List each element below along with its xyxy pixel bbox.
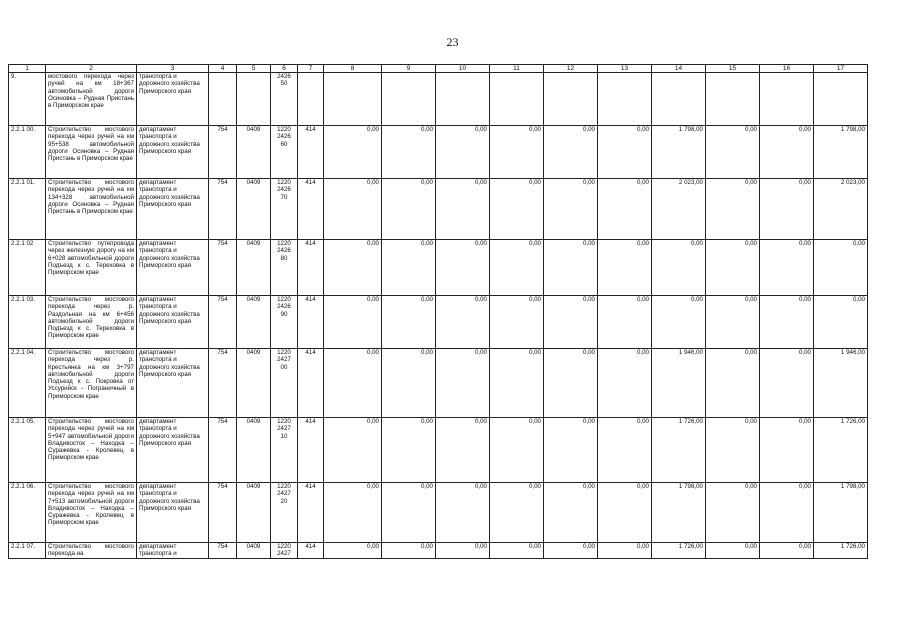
section-code-cell: 0409 (237, 483, 271, 543)
target-article-part: 1220 (277, 126, 291, 133)
amount-cell: 0,00 (324, 126, 382, 179)
amount-cell: 0,00 (324, 543, 382, 559)
ministry-code-cell: 754 (209, 126, 237, 179)
amount-cell: 0,00 (382, 126, 436, 179)
amount-cell (598, 73, 652, 126)
amount-cell: 1 726,00 (652, 418, 706, 483)
amount-cell: 0,00 (544, 240, 598, 296)
target-article-part: 90 (280, 310, 288, 318)
target-article-cell (271, 240, 298, 296)
description-cell: Строительство мостового перехода через р. Раздольная на км 6+456 автомобильной дороги Подъезд к с. Тереховка в Приморском крае (46, 296, 137, 349)
section-code-cell: 0409 (237, 240, 271, 296)
amount-cell: 0,00 (652, 296, 706, 349)
row-number-cell: 9. (9, 73, 46, 126)
amount-cell (436, 73, 490, 126)
target-article-part: 50 (280, 80, 288, 88)
expense-type-cell: 414 (298, 296, 324, 349)
department-cell: департамент транспорта и (137, 543, 209, 559)
column-number-cell: 4 (209, 65, 237, 73)
section-code-cell: 0409 (237, 543, 271, 559)
amount-cell: 1 946,00 (652, 349, 706, 418)
amount-cell: 0,00 (324, 296, 382, 349)
section-code-cell: 0409 (237, 349, 271, 418)
department-cell: департамент транспорта и дорожного хозяйства Приморского края (137, 126, 209, 179)
target-article-part: 1220 (277, 296, 291, 303)
table-row (9, 543, 868, 559)
target-article-part: 2426 (277, 133, 291, 141)
target-article-part: 2427 (277, 356, 291, 364)
amount-cell: 0,00 (544, 179, 598, 240)
target-article-part: 1220 (277, 418, 291, 425)
ministry-code-cell: 754 (209, 240, 237, 296)
department-cell: департамент транспорта и дорожного хозяйства Приморского края (137, 418, 209, 483)
amount-cell: 0,00 (544, 418, 598, 483)
department-cell: департамент транспорта и дорожного хозяйства Приморского края (137, 296, 209, 349)
target-article-part: 2426 (277, 247, 291, 255)
ministry-code-cell: 754 (209, 483, 237, 543)
column-number-cell: 17 (814, 65, 868, 73)
expense-type-cell: 414 (298, 418, 324, 483)
amount-cell: 1 726,00 (814, 543, 868, 559)
amount-cell (382, 73, 436, 126)
description-cell: Строительство мостового перехода через ручей на км 7+513 автомобильной дороги Владивосток – Находка – Суражевка - Кролевец в Приморском крае (46, 483, 137, 543)
row-number-cell: 2.2.1 01. (9, 179, 46, 240)
amount-cell: 0,00 (598, 179, 652, 240)
amount-cell (814, 73, 868, 126)
section-code-cell: 0409 (237, 418, 271, 483)
row-number-cell: 2.2.1 07. (9, 543, 46, 559)
row-number-cell: 2.2.1 00. (9, 126, 46, 179)
amount-cell: 0,00 (760, 349, 814, 418)
amount-cell: 0,00 (490, 240, 544, 296)
target-article-part: 1220 (277, 543, 291, 550)
amount-cell: 0,00 (436, 240, 490, 296)
target-article-part: 60 (280, 140, 288, 148)
target-article-part: 1220 (277, 240, 291, 247)
column-number-cell: 16 (760, 65, 814, 73)
column-number-cell: 14 (652, 65, 706, 73)
amount-cell: 0,00 (436, 179, 490, 240)
amount-cell: 0,00 (490, 483, 544, 543)
amount-cell: 0,00 (706, 126, 760, 179)
department-cell: департамент транспорта и дорожного хозяйства Приморского края (137, 483, 209, 543)
ministry-code-cell: 754 (209, 418, 237, 483)
amount-cell: 0,00 (436, 483, 490, 543)
target-article-part: 1220 (277, 483, 291, 490)
amount-cell: 0,00 (382, 349, 436, 418)
department-cell: департамент транспорта и дорожного хозяйства Приморского края (137, 240, 209, 296)
target-article-part: 2427 (277, 550, 291, 558)
amount-cell: 0,00 (436, 543, 490, 559)
amount-cell: 0,00 (598, 296, 652, 349)
amount-cell: 0,00 (706, 543, 760, 559)
target-article-part: 70 (280, 193, 288, 201)
amount-cell (760, 73, 814, 126)
amount-cell: 1 946,00 (814, 349, 868, 418)
description-cell: Строительство мостового перехода через ручей на км 5+947 автомобильной дороги Владивосток – Находка – Суражевка - Кролевец в Приморском крае (46, 418, 137, 483)
target-article-part: 00 (280, 363, 288, 371)
target-article-cell (271, 483, 298, 543)
row-number-cell: 2.2.1 06. (9, 483, 46, 543)
section-code-cell: 0409 (237, 296, 271, 349)
ministry-code-cell: 754 (209, 543, 237, 559)
amount-cell: 0,00 (706, 418, 760, 483)
amount-cell: 0,00 (382, 296, 436, 349)
amount-cell: 0,00 (490, 543, 544, 559)
amount-cell: 0,00 (706, 296, 760, 349)
amount-cell: 0,00 (490, 418, 544, 483)
amount-cell: 0,00 (382, 543, 436, 559)
column-number-cell: 15 (706, 65, 760, 73)
amount-cell: 0,00 (706, 240, 760, 296)
ministry-code-cell: 754 (209, 179, 237, 240)
target-article-cell (271, 349, 298, 418)
description-cell: Строительство мостового перехода через ручей на км 95+538 автомобильной дороги Осиновка – Рудная Пристань в Приморском крае (46, 126, 137, 179)
amount-cell: 0,00 (382, 240, 436, 296)
target-article-cell (271, 179, 298, 240)
amount-cell: 1 726,00 (652, 543, 706, 559)
target-article-part: 80 (280, 254, 288, 262)
amount-cell: 0,00 (436, 418, 490, 483)
amount-cell (544, 73, 598, 126)
amount-cell (652, 73, 706, 126)
amount-cell: 0,00 (598, 240, 652, 296)
amount-cell: 0,00 (436, 296, 490, 349)
amount-cell (490, 73, 544, 126)
target-article-cell (271, 543, 298, 559)
amount-cell: 0,00 (324, 240, 382, 296)
ministry-code-cell: 754 (209, 296, 237, 349)
target-article-part: 2426 (277, 303, 291, 311)
amount-cell: 0,00 (544, 483, 598, 543)
amount-cell: 0,00 (760, 483, 814, 543)
description-cell: Строительство мостового перехода через р. Крестьянка на км 3+797 автомобильной дороги Подъезд к с. Покровка от Уссурийск - Пограничный в Приморском крае (46, 349, 137, 418)
description-cell: Строительство мостового перехода через ручей на км 134+328 автомобильной дороги Осиновка – Рудная Пристань в Приморском крае (46, 179, 137, 240)
column-number-cell: 6 (271, 65, 298, 73)
table-row (9, 349, 868, 418)
amount-cell: 0,00 (598, 483, 652, 543)
target-article-part: 10 (280, 432, 288, 440)
table-row (9, 296, 868, 349)
amount-cell: 1 798,00 (814, 126, 868, 179)
target-article-part: 2426 (277, 73, 291, 80)
target-article-cell (271, 126, 298, 179)
expense-type-cell (298, 73, 324, 126)
amount-cell: 2 023,00 (652, 179, 706, 240)
expense-type-cell: 414 (298, 240, 324, 296)
column-number-cell: 13 (598, 65, 652, 73)
target-article-cell (271, 296, 298, 349)
amount-cell: 0,00 (760, 543, 814, 559)
column-number-cell: 9 (382, 65, 436, 73)
amount-cell: 0,00 (706, 349, 760, 418)
target-article-cell (271, 418, 298, 483)
column-number-cell: 2 (46, 65, 137, 73)
amount-cell: 0,00 (324, 418, 382, 483)
amount-cell (706, 73, 760, 126)
section-code-cell (237, 73, 271, 126)
amount-cell: 0,00 (814, 296, 868, 349)
target-article-part: 2427 (277, 490, 291, 498)
amount-cell: 0,00 (490, 296, 544, 349)
row-number-cell: 2.2.1 04. (9, 349, 46, 418)
amount-cell: 0,00 (436, 349, 490, 418)
amount-cell: 0,00 (706, 179, 760, 240)
section-code-cell: 0409 (237, 179, 271, 240)
target-article-part: 20 (280, 497, 288, 505)
department-cell: департамент транспорта и дорожного хозяйства Приморского края (137, 179, 209, 240)
description-cell: Строительство мостового перехода на (46, 543, 137, 559)
budget-table (8, 64, 868, 559)
table-row (9, 179, 868, 240)
amount-cell: 0,00 (544, 349, 598, 418)
column-number-cell: 8 (324, 65, 382, 73)
target-article-part: 2427 (277, 425, 291, 433)
target-article-part: 2426 (277, 186, 291, 194)
column-number-row (9, 65, 868, 73)
amount-cell: 0,00 (382, 483, 436, 543)
expense-type-cell: 414 (298, 349, 324, 418)
amount-cell: 0,00 (760, 240, 814, 296)
amount-cell: 0,00 (814, 240, 868, 296)
column-number-cell: 1 (9, 65, 46, 73)
ministry-code-cell: 754 (209, 349, 237, 418)
amount-cell: 2 023,00 (814, 179, 868, 240)
amount-cell: 0,00 (598, 126, 652, 179)
table-row (9, 418, 868, 483)
target-article-part: 1220 (277, 349, 291, 356)
row-number-cell: 2.2.1 02 (9, 240, 46, 296)
amount-cell: 1 798,00 (652, 483, 706, 543)
department-cell: департамент транспорта и дорожного хозяйства Приморского края (137, 349, 209, 418)
row-number-cell: 2.2.1 05. (9, 418, 46, 483)
target-article-cell (271, 73, 298, 126)
amount-cell: 0,00 (760, 126, 814, 179)
amount-cell: 0,00 (760, 296, 814, 349)
amount-cell: 1 798,00 (814, 483, 868, 543)
expense-type-cell: 414 (298, 543, 324, 559)
expense-type-cell: 414 (298, 483, 324, 543)
section-code-cell: 0409 (237, 126, 271, 179)
amount-cell: 0,00 (490, 126, 544, 179)
table-row (9, 126, 868, 179)
column-number-cell: 5 (237, 65, 271, 73)
column-number-cell: 11 (490, 65, 544, 73)
amount-cell: 0,00 (598, 418, 652, 483)
amount-cell: 0,00 (598, 543, 652, 559)
amount-cell: 0,00 (544, 126, 598, 179)
amount-cell: 0,00 (490, 179, 544, 240)
department-cell: транспорта и дорожного хозяйства Приморского края (137, 73, 209, 126)
target-article-part: 1220 (277, 179, 291, 186)
expense-type-cell: 414 (298, 179, 324, 240)
amount-cell: 0,00 (324, 179, 382, 240)
column-number-cell: 7 (298, 65, 324, 73)
amount-cell: 0,00 (436, 126, 490, 179)
amount-cell: 0,00 (382, 179, 436, 240)
column-number-cell: 3 (137, 65, 209, 73)
page-number: 23 (446, 35, 459, 49)
amount-cell: 0,00 (544, 543, 598, 559)
amount-cell: 0,00 (760, 418, 814, 483)
amount-cell: 0,00 (760, 179, 814, 240)
column-number-cell: 12 (544, 65, 598, 73)
amount-cell: 0,00 (382, 418, 436, 483)
description-cell: Строительство путепровода через железную дорогу на км 6+028 автомобильной дороги Подъезд к с. Тереховка в Приморском крае (46, 240, 137, 296)
row-number-cell: 2.2.1 03. (9, 296, 46, 349)
amount-cell: 0,00 (706, 483, 760, 543)
amount-cell: 1 798,00 (652, 126, 706, 179)
ministry-code-cell (209, 73, 237, 126)
amount-cell: 0,00 (544, 296, 598, 349)
expense-type-cell: 414 (298, 126, 324, 179)
amount-cell: 1 726,00 (814, 418, 868, 483)
column-number-cell: 10 (436, 65, 490, 73)
table-row (9, 240, 868, 296)
table-row (9, 73, 868, 126)
description-cell: мостового перехода через ручей на км 18+367 автомобильной дороги Осиновка – Рудная Пристань в Приморском крае (46, 73, 137, 126)
amount-cell: 0,00 (598, 349, 652, 418)
amount-cell (324, 73, 382, 126)
amount-cell: 0,00 (324, 483, 382, 543)
table-row (9, 483, 868, 543)
amount-cell: 0,00 (490, 349, 544, 418)
amount-cell: 0,00 (652, 240, 706, 296)
amount-cell: 0,00 (324, 349, 382, 418)
